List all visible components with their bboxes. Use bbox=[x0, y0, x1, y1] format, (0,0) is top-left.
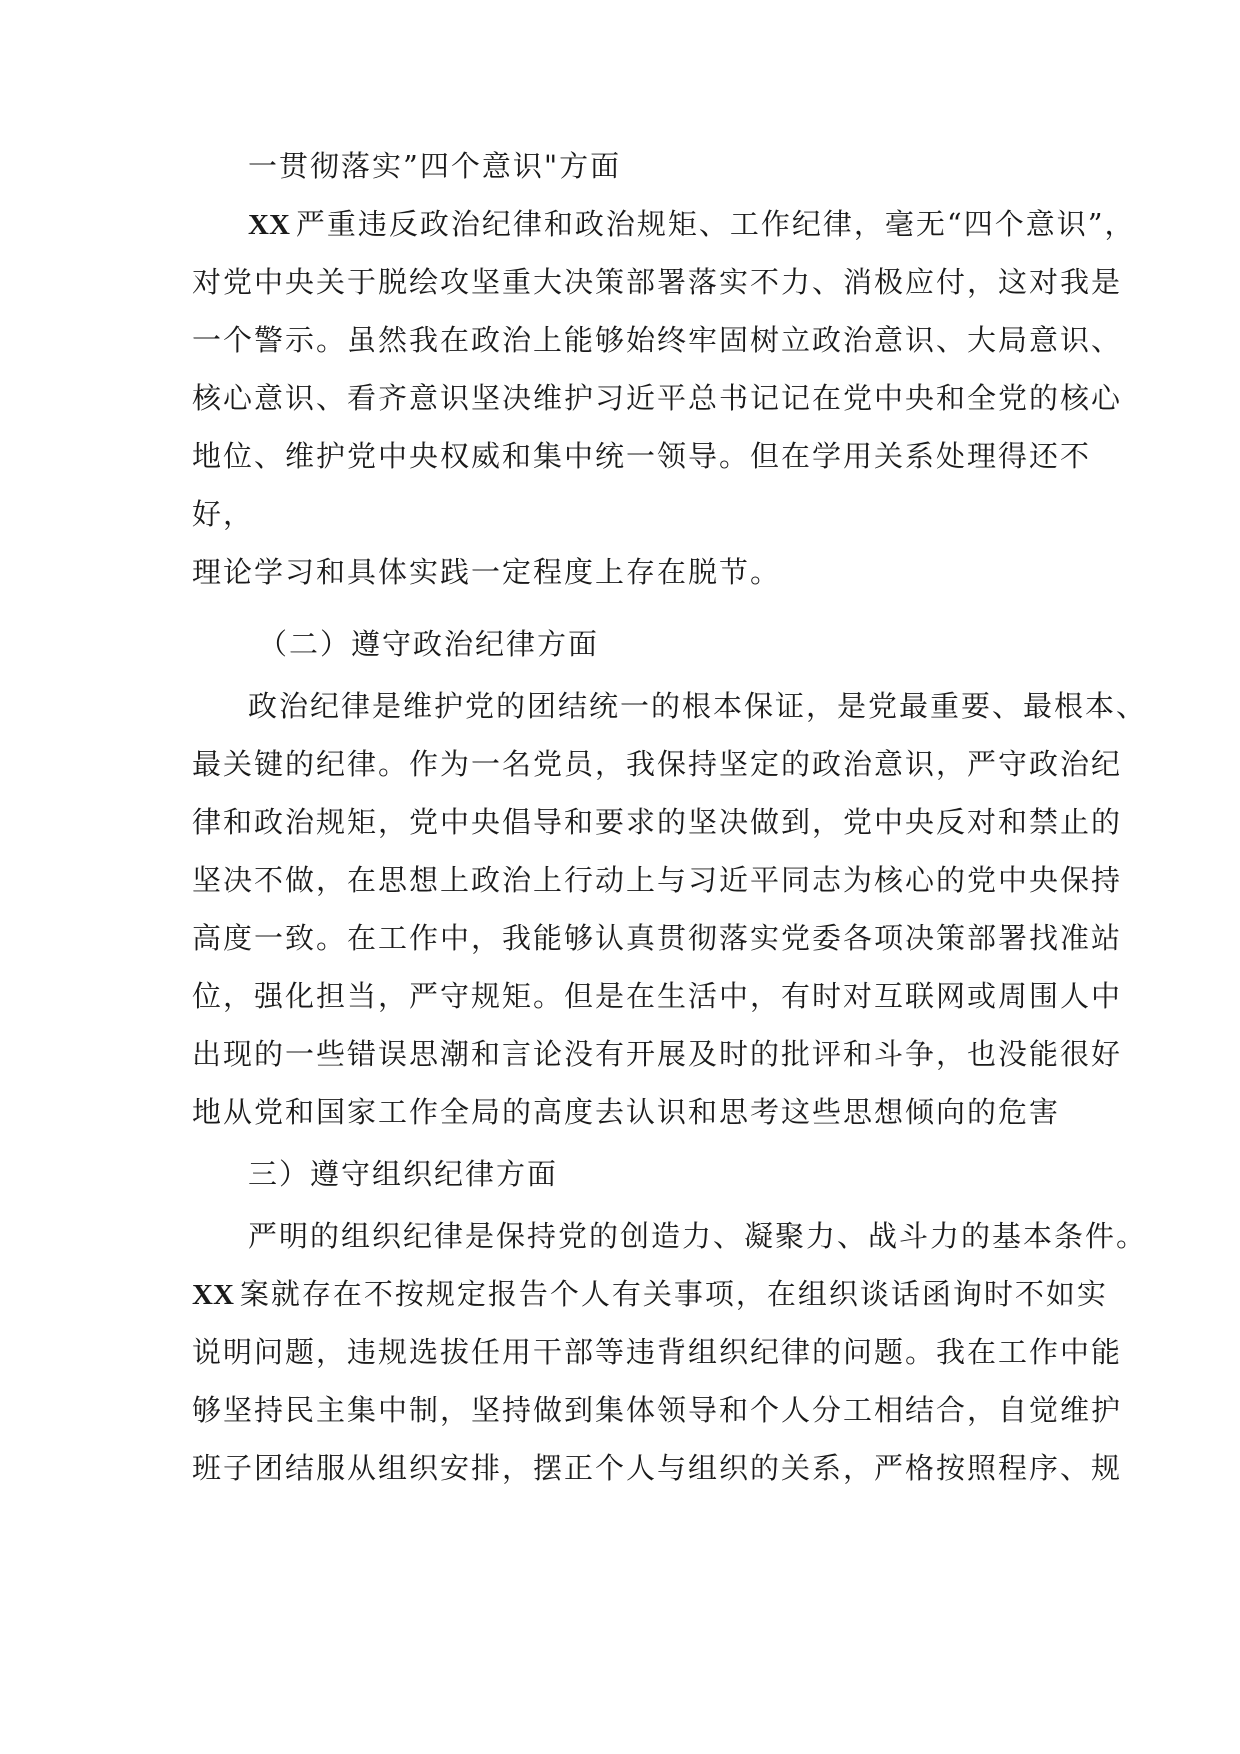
section-heading-2: （二）遵守政治纪律方面 bbox=[258, 627, 600, 661]
paragraph-2-line-4: 坚决不做，在思想上政治上行动上与习近平同志为核心的党中央保持 bbox=[192, 863, 1123, 897]
paragraph-1-line-3: 一个警示。虽然我在政治上能够始终牢固树立政治意识、大局意识、 bbox=[192, 323, 1123, 357]
paragraph-2-line-6: 位，强化担当，严守规矩。但是在生活中，有时对互联网或周围人中 bbox=[192, 979, 1123, 1013]
bold-lead-xx: XX bbox=[248, 209, 290, 241]
paragraph-3-line-1: 严明的组织纪律是保持党的创造力、凝聚力、战斗力的基本条件。 bbox=[248, 1219, 1148, 1253]
paragraph-1-line-6: 好， bbox=[192, 497, 255, 531]
paragraph-2-line-8: 地从党和国家工作全局的高度去认识和思考这些思想倾向的危害 bbox=[192, 1095, 1061, 1129]
section-heading-3: 三）遵守组织纪律方面 bbox=[248, 1157, 559, 1191]
paragraph-1-line-4: 核心意识、看齐意识坚决维护习近平总书记记在党中央和全党的核心 bbox=[192, 381, 1123, 415]
paragraph-3-line-5: 班子团结服从组织安排，摆正个人与组织的关系，严格按照程序、规 bbox=[192, 1451, 1123, 1485]
paragraph-2-line-7: 出现的一些错误思潮和言论没有开展及时的批评和斗争，也没能很好 bbox=[192, 1037, 1123, 1071]
section-heading-1: 一贯彻落实”四个意识"方面 bbox=[248, 149, 622, 183]
paragraph-1-line-1: XX 严重违反政治纪律和政治规矩、工作纪律，毫无“四个意识”， bbox=[248, 207, 1136, 241]
paragraph-1-line-5: 地位、维护党中央权威和集中统一领导。但在学用关系处理得还不 bbox=[192, 439, 1092, 473]
paragraph-2-line-3: 律和政治规矩，党中央倡导和要求的坚决做到，党中央反对和禁止的 bbox=[192, 805, 1123, 839]
paragraph-1-line-2: 对党中央关于脱绘攻坚重大决策部署落实不力、消极应付，这对我是 bbox=[192, 265, 1123, 299]
paragraph-2-line-5: 高度一致。在工作中，我能够认真贯彻落实党委各项决策部署找准站 bbox=[192, 921, 1123, 955]
paragraph-3-line-2: XX 案就存在不按规定报告个人有关事项，在组织谈话函询时不如实 bbox=[192, 1277, 1108, 1311]
paragraph-2-line-2: 最关键的纪律。作为一名党员，我保持坚定的政治意识，严守政治纪 bbox=[192, 747, 1123, 781]
paragraph-3-line-4: 够坚持民主集中制，坚持做到集体领导和个人分工相结合，自觉维护 bbox=[192, 1393, 1123, 1427]
paragraph-2-line-1: 政治纪律是维护党的团结统一的根本保证，是党最重要、最根本、 bbox=[248, 689, 1148, 723]
bold-lead-xx: XX bbox=[192, 1279, 234, 1311]
paragraph-3-line-3: 说明问题，违规选拔任用干部等违背组织纪律的问题。我在工作中能 bbox=[192, 1335, 1123, 1369]
paragraph-1-line-7: 理论学习和具体实践一定程度上存在脱节。 bbox=[192, 555, 782, 589]
